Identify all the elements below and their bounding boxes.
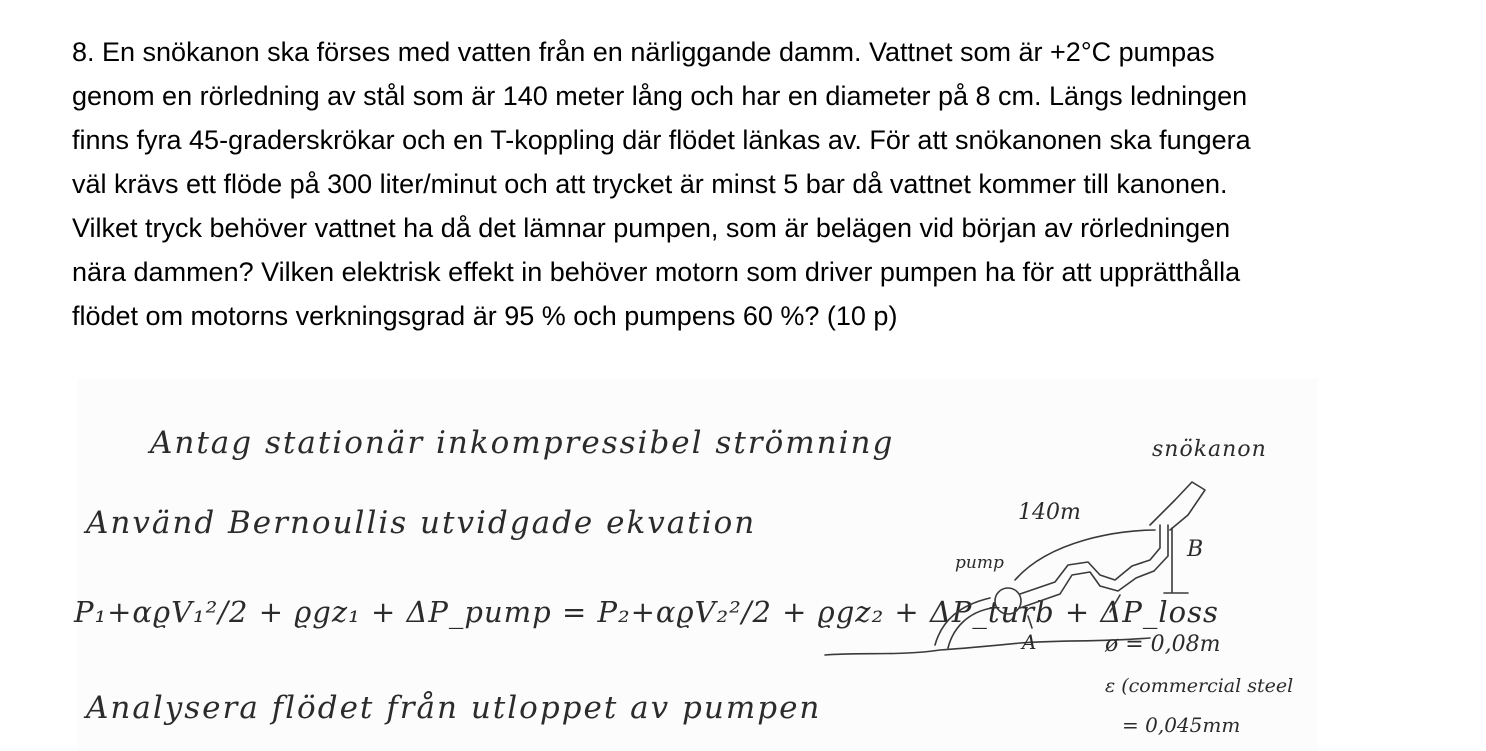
- label-snokanon: snökanon: [1152, 437, 1267, 462]
- problem-line: Vilket tryck behöver vattnet ha då det lämnar pumpen, som är belägen vid början av rörledningen: [72, 213, 1231, 243]
- method-text: Använd Bernoullis utvidgade ekvation: [86, 505, 757, 541]
- bernoulli-equation: P₁+αϱV₁²/2 + ϱgz₁ + ΔP_pump = P₂+αϱV₂²/2 + ϱgz₂ + ΔP_turb + ΔP_loss: [74, 595, 1219, 629]
- main-pipe: [1020, 525, 1160, 594]
- label-point-b: B: [1187, 537, 1204, 562]
- analysis-text: Analysera flödet från utloppet av pumpen: [86, 690, 822, 726]
- label-roughness-value: = 0,045mm: [1122, 713, 1241, 737]
- pump-circle: [995, 588, 1021, 614]
- problem-statement: [72, 30, 1462, 338]
- problem-line: finns fyra 45-graderskrökar och en T-koppling där flödet länkas av. För att snökanonen ska fungera: [72, 125, 1251, 155]
- label-roughness: ε (commercial steel: [1105, 675, 1294, 697]
- label-diameter: ø = 0,08m: [1105, 632, 1221, 657]
- label-length: 140m: [1018, 500, 1081, 525]
- label-pump: pump: [955, 553, 1004, 573]
- problem-line: genom en rörledning av stål som är 140 meter lång och har en diameter på 8 cm. Längs ledningen: [72, 81, 1248, 111]
- problem-line: flödet om motorns verkningsgrad är 95 % och pumpens 60 %? (10 p): [72, 301, 898, 331]
- snow-cannon: [1150, 482, 1205, 530]
- ground-line: [825, 638, 1150, 655]
- problem-line: nära dammen? Vilken elektrisk effekt in behöver motorn som driver pumpen ha för att upprätthålla: [72, 257, 1241, 287]
- label-point-a: A: [1022, 630, 1037, 654]
- problem-line: 8. En snökanon ska förses med vatten från en närliggande damm. Vattnet som är +2°C pumpas: [72, 37, 1215, 67]
- problem-line: väl krävs ett flöde på 300 liter/minut och att trycket är minst 5 bar då vattnet kommer till kanonen.: [72, 169, 1228, 199]
- assumption-text: Antag stationär inkompressibel strömning: [150, 425, 895, 461]
